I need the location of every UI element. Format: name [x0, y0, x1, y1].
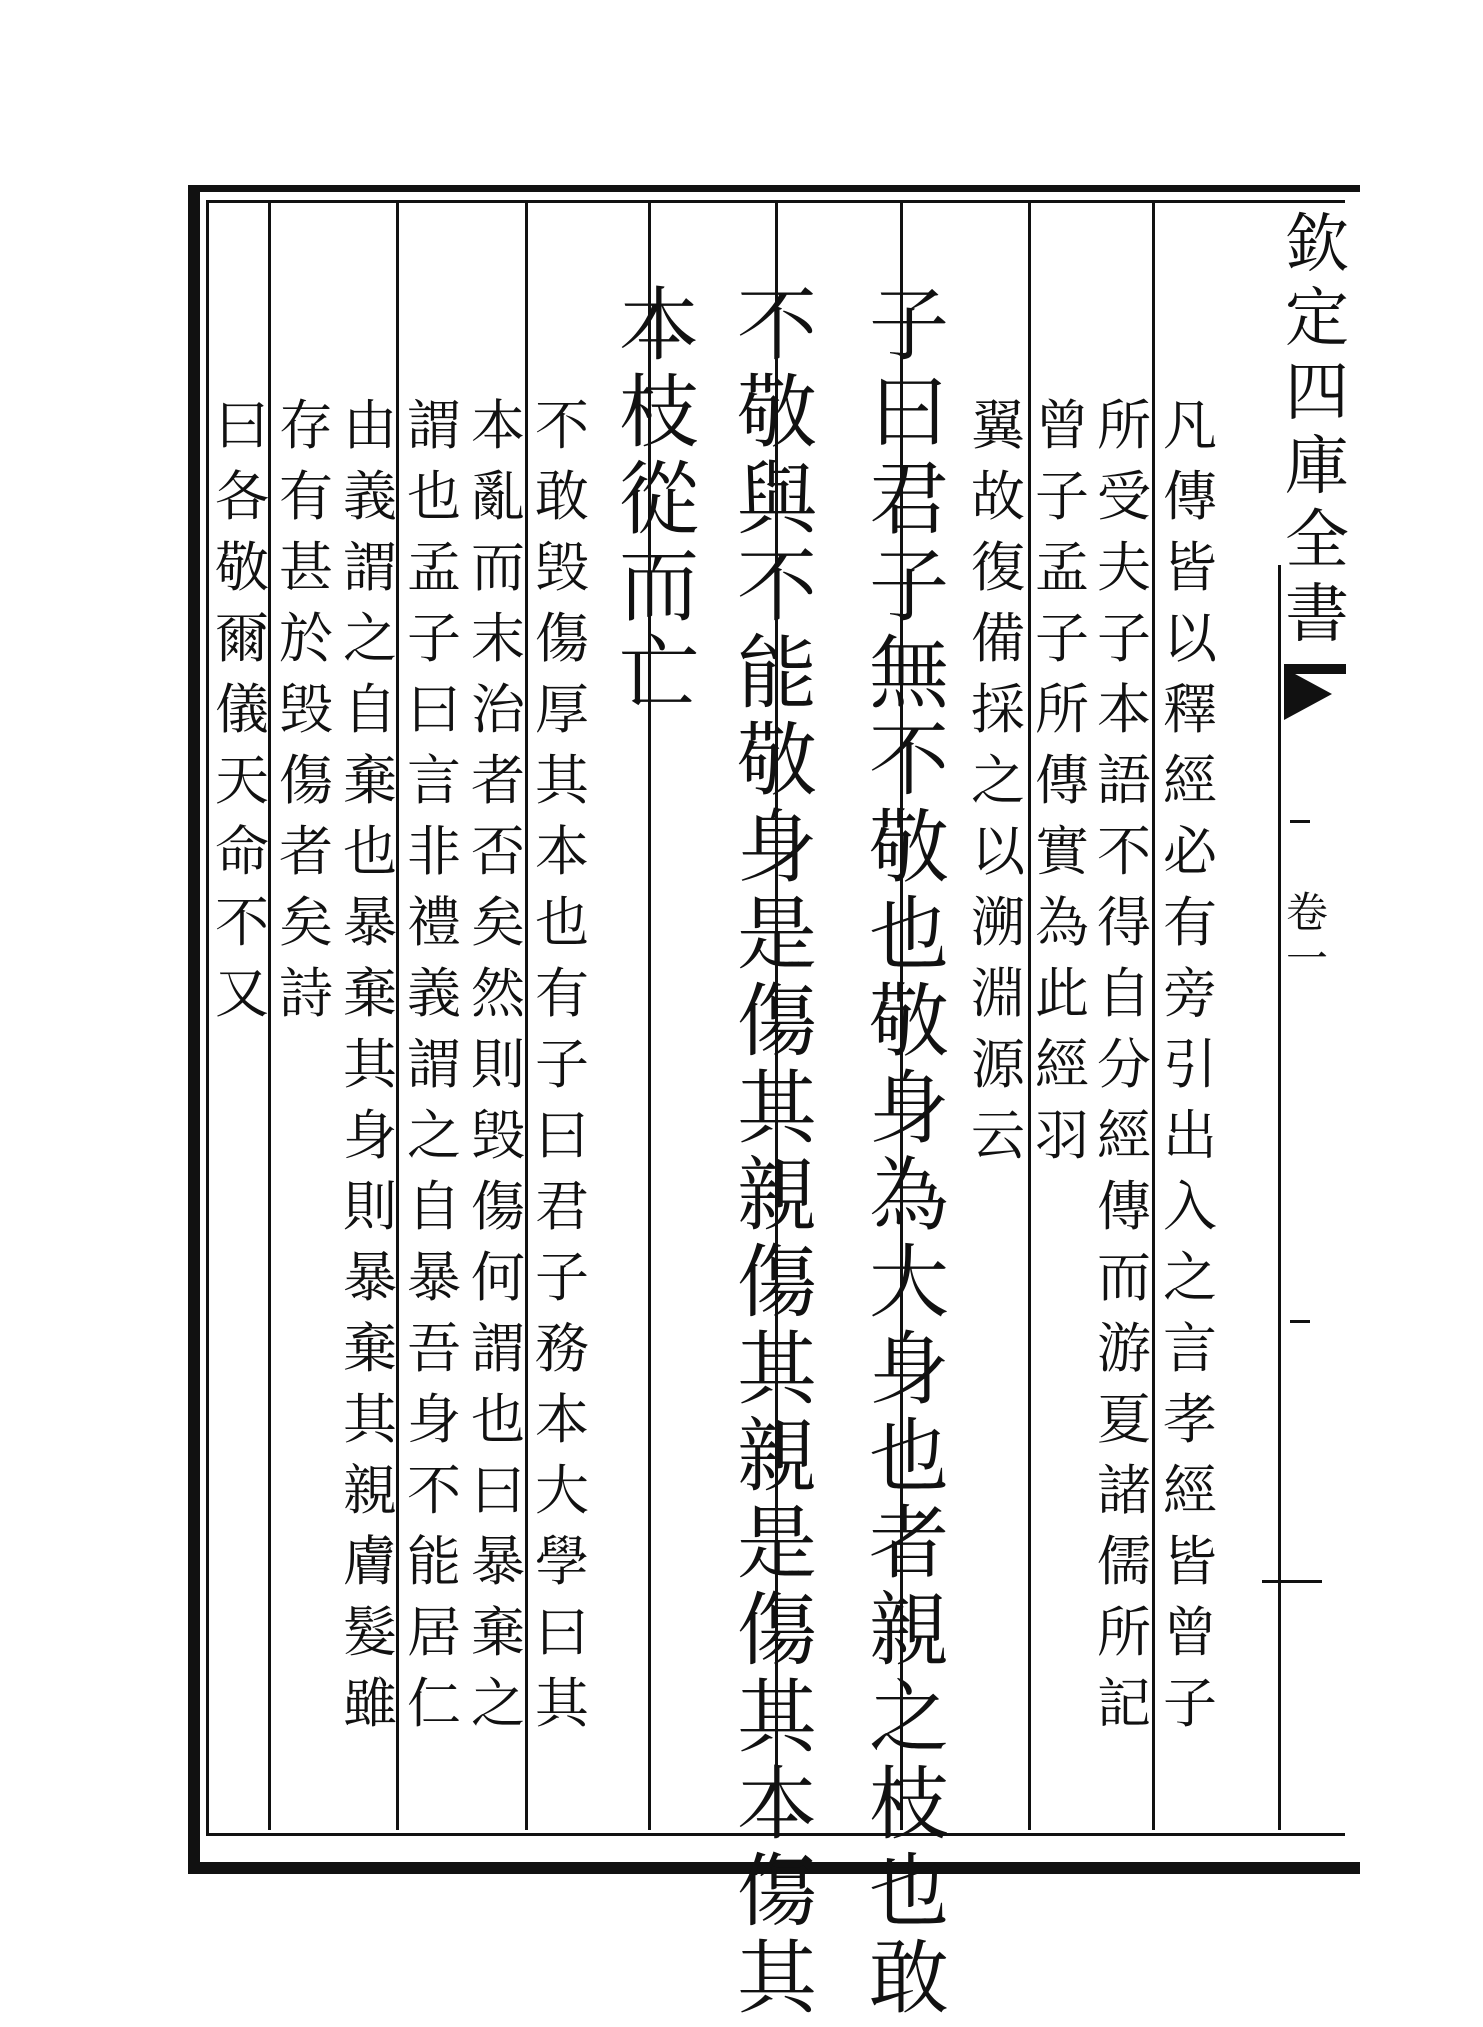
character: 全	[1285, 504, 1349, 578]
character: 以	[971, 820, 1025, 883]
character: 子	[1035, 465, 1089, 528]
banxin-tick	[1290, 1320, 1310, 1323]
character: 欽	[1285, 208, 1349, 282]
character: 之	[471, 1672, 525, 1735]
character: 孝	[1163, 1388, 1217, 1451]
character: 爾	[215, 607, 269, 670]
character: 敬	[737, 714, 817, 807]
character: 旁	[1163, 962, 1217, 1025]
character: 敬	[737, 366, 817, 459]
banxin-tick	[1262, 1580, 1322, 1583]
banxin-title	[1272, 208, 1362, 652]
character: 卷	[1285, 888, 1328, 937]
character: 儒	[1097, 1530, 1151, 1593]
character: 又	[215, 962, 269, 1025]
character: 諸	[1097, 1459, 1151, 1522]
character: 四	[1285, 356, 1349, 430]
character: 自	[343, 678, 397, 741]
character: 淵	[971, 962, 1025, 1025]
character: 否	[471, 820, 525, 883]
character: 本	[535, 1388, 589, 1451]
character: 棄	[343, 962, 397, 1025]
character: 為	[1035, 891, 1089, 954]
character: 末	[471, 607, 525, 670]
character: 子	[1163, 1672, 1217, 1735]
character: 之	[971, 749, 1025, 812]
text-column-12	[274, 390, 338, 1029]
character: 翼	[971, 394, 1025, 457]
character: 經	[1163, 1459, 1217, 1522]
character: 其	[737, 1323, 817, 1416]
character: 何	[471, 1246, 525, 1309]
fishtail-mark	[1284, 668, 1332, 720]
character: 居	[407, 1601, 461, 1664]
character: 敬	[215, 536, 269, 599]
character: 孟	[1035, 536, 1089, 599]
character: 傷	[279, 749, 333, 812]
character: 天	[215, 749, 269, 812]
character: 敬	[869, 801, 949, 894]
character: 從	[619, 453, 699, 546]
banxin-rule	[1278, 565, 1281, 1830]
character: 膚	[343, 1530, 397, 1593]
character: 吾	[407, 1317, 461, 1380]
character: 自	[1097, 962, 1151, 1025]
character: 身	[407, 1388, 461, 1451]
character: 矣	[279, 891, 333, 954]
character: 也	[471, 1388, 525, 1451]
character: 與	[737, 453, 817, 546]
character: 本	[1097, 678, 1151, 741]
character: 經	[1163, 749, 1217, 812]
character: 凡	[1163, 394, 1217, 457]
text-column-7	[604, 279, 714, 720]
character: 不	[737, 279, 817, 372]
character: 書	[1285, 578, 1349, 652]
text-column-10	[402, 390, 466, 1739]
character: 也	[343, 820, 397, 883]
character: 子	[869, 540, 949, 633]
character: 所	[1097, 394, 1151, 457]
character: 之	[1163, 1246, 1217, 1309]
character: 有	[1163, 891, 1217, 954]
character: 是	[737, 888, 817, 981]
character: 暴	[343, 891, 397, 954]
character: 謂	[407, 394, 461, 457]
character: 非	[407, 820, 461, 883]
character: 仁	[407, 1672, 461, 1735]
character: 傳	[1035, 749, 1089, 812]
character: 枝	[869, 1758, 949, 1851]
character: 源	[971, 1033, 1025, 1096]
character: 謂	[407, 1033, 461, 1096]
character: 曰	[535, 1104, 589, 1167]
character: 傳	[1097, 1175, 1151, 1238]
text-column-6	[722, 279, 832, 2025]
character: 務	[535, 1317, 589, 1380]
character: 子	[407, 607, 461, 670]
character: 各	[215, 465, 269, 528]
character: 一	[1285, 934, 1328, 983]
character: 曾	[1163, 1601, 1217, 1664]
character: 孟	[407, 536, 461, 599]
character: 其	[343, 1388, 397, 1451]
character: 枝	[619, 366, 699, 459]
character: 自	[407, 1175, 461, 1238]
character: 無	[869, 627, 949, 720]
character: 子	[535, 1246, 589, 1309]
character: 子	[869, 279, 949, 372]
character: 而	[471, 536, 525, 599]
character: 不	[1097, 820, 1151, 883]
character: 也	[869, 888, 949, 981]
character: 故	[971, 465, 1025, 528]
character: 毁	[471, 1104, 525, 1167]
character: 由	[343, 394, 397, 457]
character: 則	[471, 1033, 525, 1096]
character: 大	[535, 1459, 589, 1522]
character: 命	[215, 820, 269, 883]
character: 暴	[343, 1246, 397, 1309]
character: 者	[471, 749, 525, 812]
character: 亂	[471, 465, 525, 528]
character: 不	[869, 714, 949, 807]
character: 棄	[343, 1317, 397, 1380]
character: 經	[1097, 1104, 1151, 1167]
character: 謂	[471, 1317, 525, 1380]
character: 言	[407, 749, 461, 812]
character: 棄	[471, 1601, 525, 1664]
character: 暴	[471, 1530, 525, 1593]
character: 敢	[535, 465, 589, 528]
character: 而	[619, 540, 699, 633]
character: 其	[535, 749, 589, 812]
character: 有	[279, 465, 333, 528]
character: 引	[1163, 1033, 1217, 1096]
character: 其	[737, 1062, 817, 1155]
banxin-tick	[1290, 820, 1310, 823]
text-column-8	[530, 390, 594, 1739]
text-column-5	[854, 279, 964, 2025]
character: 親	[737, 1410, 817, 1503]
character: 傷	[737, 1584, 817, 1677]
character: 記	[1097, 1672, 1151, 1735]
character: 儀	[215, 678, 269, 741]
character: 曾	[1035, 394, 1089, 457]
character: 有	[535, 962, 589, 1025]
character: 治	[471, 678, 525, 741]
character: 君	[869, 453, 949, 546]
character: 子	[1097, 607, 1151, 670]
character: 親	[737, 1149, 817, 1242]
character: 傷	[535, 607, 589, 670]
text-column-4	[966, 390, 1030, 1171]
text-column-9	[466, 390, 530, 1739]
volume-label	[1282, 890, 1332, 982]
text-column-13	[210, 390, 274, 1029]
character: 不	[535, 394, 589, 457]
character: 也	[869, 1410, 949, 1503]
character: 髮	[343, 1601, 397, 1664]
text-column-3	[1030, 390, 1094, 1171]
character: 語	[1097, 749, 1151, 812]
character: 義	[343, 465, 397, 528]
character: 本	[737, 1758, 817, 1851]
character: 本	[471, 394, 525, 457]
character: 其	[737, 1932, 817, 2025]
character: 其	[343, 1033, 397, 1096]
character: 傳	[1163, 465, 1217, 528]
character: 禮	[407, 891, 461, 954]
text-column-1	[1158, 390, 1222, 1739]
character: 也	[535, 891, 589, 954]
character: 親	[343, 1459, 397, 1522]
character: 能	[407, 1530, 461, 1593]
character: 本	[535, 820, 589, 883]
text-column-2	[1092, 390, 1156, 1739]
character: 其	[737, 1671, 817, 1764]
character: 子	[1035, 607, 1089, 670]
character: 厚	[535, 678, 589, 741]
character: 大	[869, 1236, 949, 1329]
character: 言	[1163, 1317, 1217, 1380]
character: 詩	[279, 962, 333, 1025]
character: 然	[471, 962, 525, 1025]
character: 必	[1163, 820, 1217, 883]
character: 棄	[343, 749, 397, 812]
character: 於	[279, 607, 333, 670]
character: 身	[737, 801, 817, 894]
character: 云	[971, 1104, 1025, 1167]
character: 也	[407, 465, 461, 528]
character: 溯	[971, 891, 1025, 954]
character: 則	[343, 1175, 397, 1238]
character: 義	[407, 962, 461, 1025]
character: 入	[1163, 1175, 1217, 1238]
character: 本	[619, 279, 699, 372]
character: 夫	[1097, 536, 1151, 599]
character: 不	[407, 1459, 461, 1522]
character: 曰	[407, 678, 461, 741]
character: 毁	[279, 678, 333, 741]
character: 能	[737, 627, 817, 720]
character: 傷	[737, 975, 817, 1068]
character: 暴	[407, 1246, 461, 1309]
character: 分	[1097, 1033, 1151, 1096]
character: 謂	[343, 536, 397, 599]
character: 傷	[737, 1236, 817, 1329]
character: 所	[1035, 678, 1089, 741]
text-column-11	[338, 390, 402, 1739]
character: 羽	[1035, 1104, 1089, 1167]
character: 身	[869, 1323, 949, 1416]
character: 身	[869, 1062, 949, 1155]
character: 也	[869, 1845, 949, 1938]
character: 不	[737, 540, 817, 633]
character: 不	[215, 891, 269, 954]
character: 君	[535, 1175, 589, 1238]
character: 者	[279, 820, 333, 883]
character: 復	[971, 536, 1025, 599]
character: 曰	[535, 1601, 589, 1664]
character: 毁	[535, 536, 589, 599]
character: 釋	[1163, 678, 1217, 741]
character: 此	[1035, 962, 1089, 1025]
character: 得	[1097, 891, 1151, 954]
character: 甚	[279, 536, 333, 599]
character: 所	[1097, 1601, 1151, 1664]
character: 傷	[737, 1845, 817, 1938]
character: 游	[1097, 1317, 1151, 1380]
character: 之	[407, 1104, 461, 1167]
character: 敬	[869, 975, 949, 1068]
character: 矣	[471, 891, 525, 954]
character: 身	[343, 1104, 397, 1167]
character: 出	[1163, 1104, 1217, 1167]
character: 夏	[1097, 1388, 1151, 1451]
character: 之	[869, 1671, 949, 1764]
character: 受	[1097, 465, 1151, 528]
character: 曰	[471, 1459, 525, 1522]
character: 曰	[869, 366, 949, 459]
character: 定	[1285, 282, 1349, 356]
character: 其	[535, 1672, 589, 1735]
character: 亡	[619, 627, 699, 720]
character: 實	[1035, 820, 1089, 883]
character: 傷	[471, 1175, 525, 1238]
character: 皆	[1163, 1530, 1217, 1593]
character: 而	[1097, 1246, 1151, 1309]
character: 是	[737, 1497, 817, 1590]
character: 親	[869, 1584, 949, 1677]
character: 皆	[1163, 536, 1217, 599]
character: 庫	[1285, 430, 1349, 504]
character: 存	[279, 394, 333, 457]
character: 為	[869, 1149, 949, 1242]
character: 採	[971, 678, 1025, 741]
character: 學	[535, 1530, 589, 1593]
character: 子	[535, 1033, 589, 1096]
character: 敢	[869, 1932, 949, 2025]
character: 曰	[215, 394, 269, 457]
character: 者	[869, 1497, 949, 1590]
character: 以	[1163, 607, 1217, 670]
character: 之	[343, 607, 397, 670]
character: 雖	[343, 1672, 397, 1735]
character: 經	[1035, 1033, 1089, 1096]
character: 備	[971, 607, 1025, 670]
